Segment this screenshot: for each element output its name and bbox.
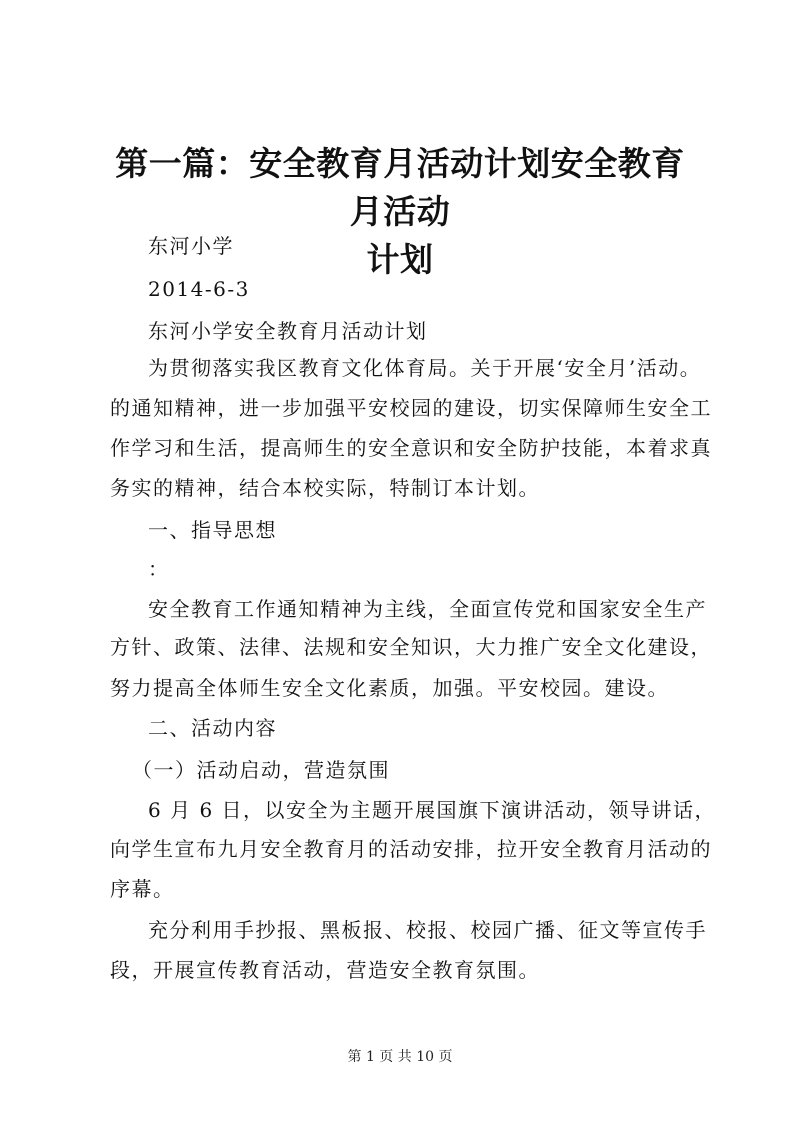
subsection1-para1-line: 序幕。 (110, 877, 175, 901)
subsection1-para2-line: 充分利用手抄报、黑板报、校报、校园广播、征文等宣传手 (148, 918, 707, 942)
document-title (100, 140, 700, 284)
school-name: 东河小学 (148, 234, 234, 258)
plan-name: 东河小学安全教育月活动计划 (148, 319, 428, 343)
title-line-1: 第一篇：安全教育月活动计划安全教育月活动 (115, 144, 685, 231)
section1-line: 努力提高全体师生安全文化素质，加强。平安校园。建设。 (110, 676, 669, 700)
subsection1-para1-line: 向学生宣布九月安全教育月的活动安排，拉开安全教育月活动的 (110, 837, 712, 861)
section-heading: 一、指导思想 (148, 518, 277, 542)
subsection-heading: （一）活动启动，营造氛围 (132, 758, 390, 782)
page-footer: 第 1 页 共 10 页 (347, 1049, 453, 1065)
section1-line: 方针、政策、法律、法规和安全知识，大力推广安全文化建设， (110, 635, 712, 659)
intro-line: 的通知精神，进一步加强平安校园的建设，切实保障师生安全工 (110, 396, 712, 420)
section-colon: ： (148, 557, 170, 581)
subsection1-para1-line: 6 月 6 日，以安全为主题开展国旗下演讲活动，领导讲话， (148, 798, 717, 822)
intro-line: 务实的精神，结合本校实际，特制订本计划。 (110, 476, 540, 500)
section-heading: 二、活动内容 (148, 716, 277, 740)
document-date: 2014-6-3 (148, 277, 250, 301)
section1-line: 安全教育工作通知精神为主线，全面宣传党和国家安全生产 (148, 597, 707, 621)
intro-line: 作学习和生活，提高师生的安全意识和安全防护技能，本着求真 (110, 436, 712, 460)
intro-line: 为贯彻落实我区教育文化体育局。关于开展‘安全月’活动。 (148, 356, 702, 380)
subsection1-para2-line: 段，开展宣传教育活动，营造安全教育氛围。 (110, 958, 540, 982)
title-line-2: 计划 (366, 240, 434, 279)
